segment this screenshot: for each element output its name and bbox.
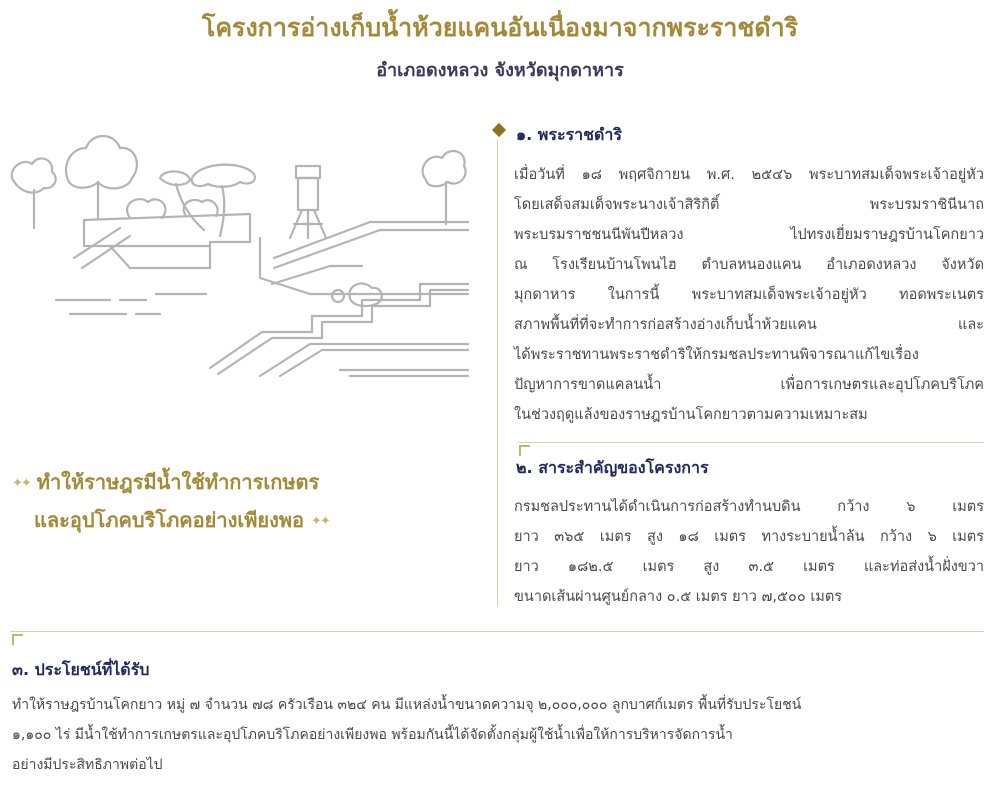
section-3-heading: ๓. ประโยชน์ที่ได้รับ [12, 660, 150, 679]
sparkle-icon: ✦✦ [12, 476, 30, 491]
landscape-illustration [10, 118, 470, 378]
sparkle-icon: ✦✦ [311, 514, 329, 529]
highlight-quote [12, 464, 452, 540]
diamond-bullet-icon [492, 123, 506, 137]
corner-ornament-icon [12, 634, 23, 645]
section-3-body: ทำให้ราษฎรบ้านโคกยาว หมู่ ๗ จำนวน ๗๘ ครัวเรือน ๓๒๔ คน มีแหล่งน้ำขนาดความจุ ๒,๐๐๐,๐๐๐ ลูกบาศก์เมตร พื้นที่รับประโยชน์ ๑,๑๐๐ ไร่ มีน้ำใช้ทำการเกษตรและอุปโภคบริโภคอย่างเพียงพอ พร้อมกันนี้ได้จัดตั้งกลุ่มผู้ใช้น้ำเพื่อให้การบริหารจัดการน้ำ อย่างมีประสิทธิภาพต่อไป [12, 697, 802, 773]
quote-line-1: ✦✦ ทำให้ราษฎรมีน้ำใช้ทำการเกษตร [12, 470, 320, 494]
section-divider [10, 631, 984, 632]
section-divider [518, 442, 984, 443]
section-1-body: เมื่อวันที่ ๑๘ พฤศจิกายน พ.ศ. ๒๕๔๖ พระบาทสมเด็จพระเจ้าอยู่หัว โดยเสด็จสมเด็จพระนางเจ้าสิริกิติ์ พระบรมราชินีนาถ พระบรมราชชนนีพันปีหลวง ไปทรงเยี่ยมราษฎรบ้านโคกยาว ณ โรงเรียนบ้านโพนไฮ ตำบลหนองแคน อำเภอดงหลวง จังหวัด มุกดาหาร ในการนี้ พระบาทสมเด็จพระเจ้าอยู่หัว ทอดพระเนตร สภาพพื้นที่ที่จะทำการก่อสร้างอ่างเก็บน้ำห้วยแคน และ ได้พระราชทานพระราชดำริให้กรมชลประทานพิจารณาแก้ไขเรื่อง ปัญหาการขาดแคลนน้ำ เพื่อการเกษตรและอุปโภคบริโภค ในช่วงฤดูแล้งของราษฎรบ้านโคกยาวตามความเหมาะสม [514, 167, 984, 423]
page-subtitle: อำเภอดงหลวง จังหวัดมุกดาหาร [376, 60, 624, 81]
page-title: โครงการอ่างเก็บน้ำห้วยแคนอันเนื่องมาจากพระราชดำริ [201, 13, 799, 42]
vertical-divider [497, 140, 498, 606]
quote-line-2: และอุปโภคบริโภคอย่างเพียงพอ ✦✦ [34, 508, 329, 532]
section-2-body: กรมชลประทานได้ดำเนินการก่อสร้างทำนบดิน กว้าง ๖ เมตร ยาว ๓๖๕ เมตร สูง ๑๘ เมตร ทางระบายน้ำล้น กว้าง ๖ เมตร ยาว ๑๘๒.๕ เมตร สูง ๓.๕ เมตร และท่อส่งน้ำฝั่งขวา ขนาดเส้นผ่านศูนย์กลาง ๐.๕ เมตร ยาว ๗,๕๐๐ เมตร [514, 499, 984, 605]
section-2-heading: ๒. สาระสำคัญของโครงการ [516, 458, 709, 477]
section-1-heading: ๑. พระราชดำริ [516, 125, 622, 144]
